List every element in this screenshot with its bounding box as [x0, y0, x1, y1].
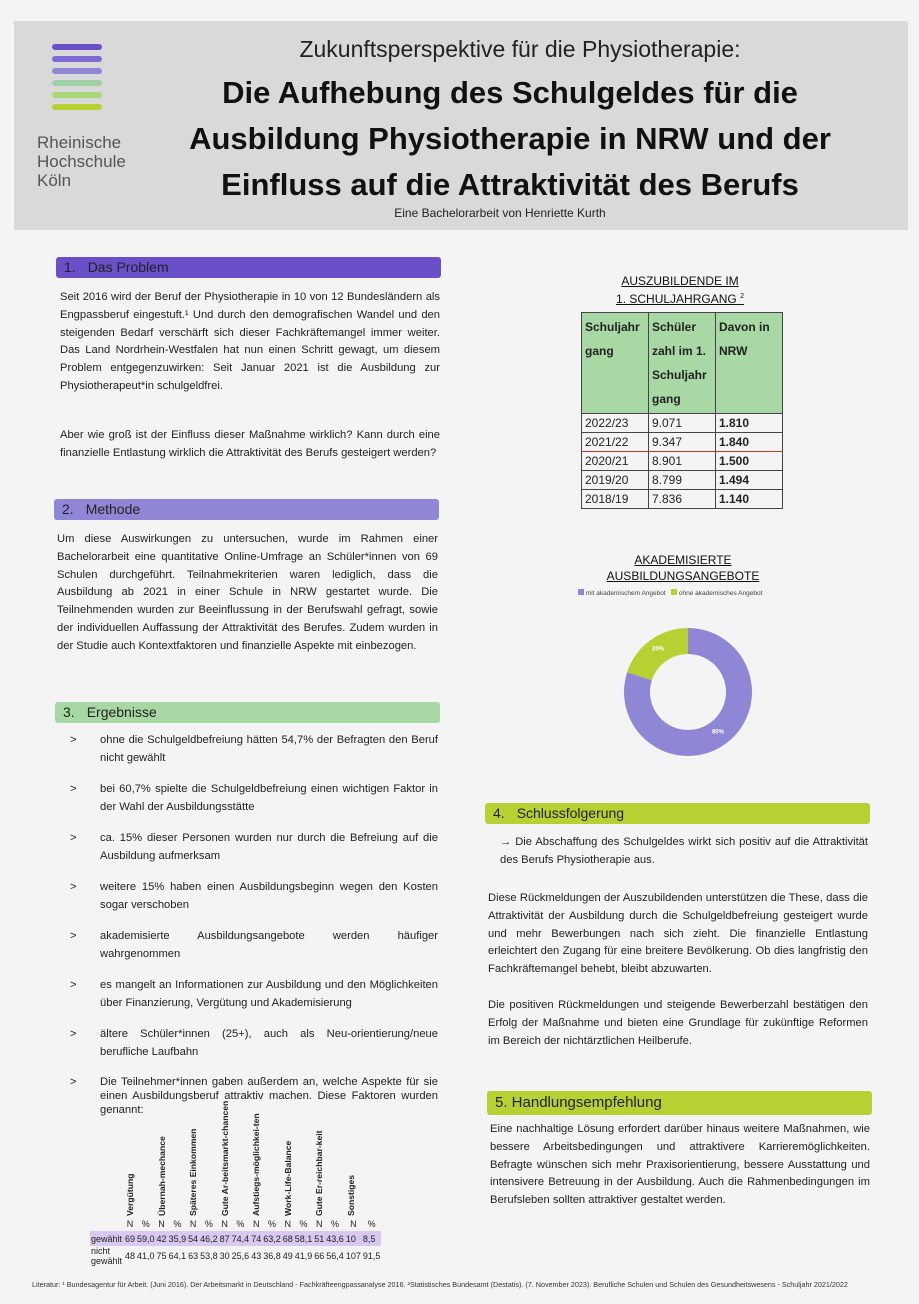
- table-cell: 8.901: [649, 452, 716, 471]
- list-item: > ältere Schüler*innen (25+), auch als Neu-orientierung/neue berufliche Laufbahn: [70, 1028, 438, 1058]
- donut-data-label: 20%: [652, 646, 665, 653]
- donut-data-label: 80%: [711, 729, 724, 736]
- factor-subheader: N: [252, 1218, 260, 1229]
- list-item: > ca. 15% dieser Personen wurden nur durch die Befreiung auf die Ausbildung aufmerksam: [70, 832, 438, 862]
- factors-table: [90, 1100, 381, 1266]
- table-cell: 8,5: [362, 1233, 376, 1244]
- literature-footnote: Literatur: ¹ Bundesagentur für Arbeit. (Juni 2016). Der Arbeitsmarkt in Deutschland - Fachkräfteengpassanalyse 2016. ²Statistisches Bundesamt (Destatis). (7. November 2023). Berufliche Schulen und Schulen des Gesundheitswesens - Schuljahr 2021/2022: [32, 1280, 848, 1289]
- table-cell: 68: [282, 1233, 293, 1244]
- factor-header: Übernah-mechance: [156, 1136, 167, 1216]
- factor-subheader: %: [204, 1218, 213, 1229]
- table-cell: 36,8: [263, 1251, 281, 1261]
- conclusion-lead: → Die Abschaffung des Schulgeldes wirkt sich positiv auf die Attraktivität des Berufs Physiotherapie aus.: [500, 836, 869, 866]
- table-cell: 2021/22: [582, 433, 649, 452]
- recommendation-paragraph: Eine nachhaltige Lösung erfordert darüber hinaus weitere Maßnahmen, wie bessere Arbeitsbedingungen und attraktivere Karrieremöglichkeiten. Befragte wünschen sich mehr Praxisorientierung, bessere Ausstattung und intensivere Betreuung in der Ausbildung. Auch die Rahmenbedingungen im Berufsleben sollten attraktiver gestaltet werden.: [490, 1123, 870, 1207]
- table-cell: 48: [125, 1251, 136, 1261]
- table-cell: 63,2: [263, 1233, 281, 1244]
- factor-header: Gute Ar-beitsmarkt-chancen: [219, 1100, 230, 1216]
- university-name: Rheinische Hochschule Köln: [37, 133, 126, 190]
- list-item: > weitere 15% haben einen Ausbildungsbeginn wegen den Kosten sogar verschoben: [70, 881, 438, 911]
- table-cell: 8.799: [649, 471, 716, 490]
- table-cell: 74,4: [231, 1233, 250, 1244]
- factor-subheader: %: [236, 1218, 245, 1229]
- table-row: [582, 452, 783, 471]
- factor-subheader: N: [350, 1218, 357, 1229]
- factor-subheader: N: [158, 1218, 165, 1229]
- table-cell: 74: [251, 1233, 262, 1244]
- table-cell: 1.500: [716, 452, 783, 471]
- table-cell: 43,6: [326, 1233, 344, 1244]
- problem-question: Aber wie groß ist der Einfluss dieser Maßnahme wirklich? Kann durch eine finanzielle Entlastung wirklich die Attraktivität des Berufs gesteigert werden?: [60, 429, 440, 459]
- table-cell: 1.810: [716, 414, 783, 433]
- table-cell: 42: [156, 1233, 167, 1244]
- table-cell: 87: [219, 1233, 230, 1244]
- table-cell: 2022/23: [582, 414, 649, 433]
- donut-chart: [608, 612, 768, 772]
- factor-subheader: N: [126, 1218, 134, 1229]
- table-cell: 69: [125, 1233, 136, 1244]
- table-cell: 2019/20: [582, 471, 649, 490]
- list-item: > bei 60,7% spielte die Schulgeldbefreiung einen wichtigen Faktor in der Wahl der Ausbildungsstätte: [70, 783, 438, 813]
- section-heading-results: 3. Ergebnisse: [55, 702, 440, 723]
- problem-paragraph: Seit 2016 wird der Beruf der Physiotherapie in 10 von 12 Bundesländern als Engpassberuf eingestuft.¹ Und durch den demografischen Wandel und den steigenden Bedarf verschärft sich dieser Fachkräftemangel immer weiter. Das Land Nordrhein-Westfalen hat nun einen Schritt gewagt, um diesem Problem entgegenzuwirken: Seit Januar 2021 ist die Ausbildung zur Physiotherapeut*in schulgeldfrei.: [60, 291, 440, 392]
- table-cell: 41,0: [137, 1251, 155, 1261]
- table-cell: 10: [345, 1233, 356, 1244]
- poster-kicker: Zukunftsperspektive für die Physiotherapie:: [299, 36, 741, 62]
- section-heading-recommendation: 5. Handlungsempfehlung: [487, 1091, 872, 1115]
- table-cell: 35,9: [168, 1233, 187, 1244]
- table-cell: 54: [188, 1233, 199, 1244]
- poster-byline: Eine Bachelorarbeit von Henriette Kurth: [394, 206, 606, 220]
- factor-subheader: %: [267, 1218, 276, 1229]
- section-heading-method: 2. Methode: [54, 499, 439, 520]
- factor-header: Vergütung: [125, 1173, 135, 1216]
- list-item: > es mangelt an Informationen zur Ausbildung und den Möglichkeiten über Finanzierung, Vergütung und Akademisierung: [70, 979, 438, 1009]
- table-row: [90, 1246, 381, 1266]
- table-cell: 56,4: [326, 1251, 344, 1261]
- legend-swatch: [578, 589, 584, 595]
- table-cell: 25,6: [231, 1251, 250, 1261]
- table-row: [582, 490, 783, 509]
- table-row: [582, 433, 783, 452]
- factor-subheader: N: [189, 1218, 197, 1229]
- factor-header: Gute Er-reichbar-keit: [314, 1130, 325, 1216]
- row-label: gewählt: [91, 1233, 123, 1244]
- table-cell: 91,5: [362, 1251, 381, 1261]
- factor-header: Sonstiges: [345, 1174, 356, 1216]
- conclusion-paragraph-2: Die positiven Rückmeldungen und steigende Bewerberzahl bestätigen den Erfolg der Maßnahme und bieten eine Grundlage für zukünftige Reformen im Bereich der nichtärztlichen Heilberufe.: [488, 999, 868, 1047]
- students-table: [581, 312, 783, 509]
- university-logo-icon: [52, 44, 104, 114]
- table-cell: 1.840: [716, 433, 783, 452]
- table-row: [90, 1231, 381, 1246]
- table-cell: 51: [314, 1233, 325, 1244]
- factor-subheader: %: [367, 1218, 376, 1229]
- table-row: [582, 414, 783, 433]
- table-cell: 75: [156, 1251, 167, 1261]
- table-cell: 1.494: [716, 471, 783, 490]
- table-header: Davon in NRW: [716, 313, 783, 414]
- donut-title: AKADEMISIERTE AUSBILDUNGSANGEBOTE: [606, 553, 760, 583]
- factor-subheader: N: [316, 1218, 323, 1229]
- table-cell: 7.836: [649, 490, 716, 509]
- table-cell: 46,2: [200, 1233, 218, 1244]
- row-label: nicht gewählt: [91, 1246, 123, 1266]
- table-cell: 9.347: [649, 433, 716, 452]
- legend-swatch: [671, 589, 677, 595]
- donut-slice: [627, 628, 688, 680]
- method-paragraph: Um diese Auswirkungen zu untersuchen, wurde im Rahmen einer Bachelorarbeit eine quantitative Online-Umfrage an Schüler*innen von 69 Schulen durchgeführt. Teilnahmekriterien waren lediglich, dass die Ausbildung ab 2021 in einer Schule in NRW gestartet wurde. Die Teilnehmenden wurden zur Beeinflussung in der Berufswahl gefragt, sowie der individuellen Auffassung der Attraktivität des Berufes. Zudem wurden in der Studie auch Kontextfaktoren und finanzielle Aspekte mit einbezogen.: [57, 533, 438, 652]
- poster-title: Die Aufhebung des Schulgeldes für die Ausbildung Physiotherapie in NRW und der Einfluss auf die Attraktivität des Berufs: [189, 75, 831, 202]
- table-cell: 59,0: [137, 1233, 155, 1244]
- factor-subheader: N: [284, 1218, 291, 1229]
- factor-subheader: %: [173, 1218, 182, 1229]
- section-heading-conclusion: 4. Schlussfolgerung: [485, 803, 870, 824]
- list-item: > ohne die Schulgeldbefreiung hätten 54,7% der Befragten den Beruf nicht gewählt: [70, 734, 438, 764]
- results-list: [70, 732, 438, 1131]
- table-header: Schüler zahl im 1. Schuljahr gang: [649, 313, 716, 414]
- legend-label: mit akademischem Angebot: [585, 590, 666, 597]
- factor-header: Aufstiegs-möglichkei-ten: [251, 1113, 262, 1216]
- factor-header: Späteres Einkommen: [188, 1128, 199, 1216]
- table-cell: 66: [314, 1251, 325, 1261]
- table-cell: 2018/19: [582, 490, 649, 509]
- table-cell: 64,1: [168, 1251, 187, 1261]
- factor-header: Work-Life-Balance: [282, 1140, 293, 1216]
- table-cell: 49: [282, 1251, 293, 1261]
- table-cell: 41,9: [294, 1251, 313, 1261]
- table-cell: 1.140: [716, 490, 783, 509]
- factor-subheader: %: [299, 1218, 308, 1229]
- donut-legend: [578, 589, 762, 597]
- table-cell: 58,1: [294, 1233, 313, 1244]
- section-heading-problem: 1. Das Problem: [56, 257, 441, 278]
- table-cell: 30: [219, 1251, 230, 1261]
- table-cell: 53,8: [200, 1251, 218, 1261]
- table-cell: 2020/21: [582, 452, 649, 471]
- list-item: > Die Teilnehmer*innen gaben außerdem an, welche Aspekte für sie einen Ausbildungsberuf attraktiv machen. Diese Faktoren wurden genannt:: [70, 1076, 438, 1116]
- legend-label: ohne akademisches Angebot: [678, 590, 763, 597]
- list-item: > akademisierte Ausbildungsangebote werden häufiger wahrgenommen: [70, 930, 438, 960]
- table-cell: 9.071: [649, 414, 716, 433]
- table-cell: 43: [251, 1251, 262, 1261]
- table-row: [582, 471, 783, 490]
- factor-subheader: %: [141, 1218, 150, 1229]
- table-cell: 107: [345, 1251, 361, 1261]
- conclusion-paragraph: Diese Rückmeldungen der Auszubildenden unterstützen die These, dass die Attraktivität der Ausbildung durch die Schulgeldbefreiung gesteigert wurde und mehr Bewerbungen nach sich zieht. Die finanzielle Entlastung erleichtert den Zugang für eine breitere Bevölkerung. Ob dies langfristig den Fachkräftemangel behebt, bleibt abzuwarten.: [488, 892, 868, 976]
- table-cell: 63: [188, 1251, 199, 1261]
- factor-subheader: N: [221, 1218, 228, 1229]
- students-table-title: AUSZUBILDENDE IM 1. SCHULJAHRGANG $^2$: [616, 274, 744, 306]
- factor-subheader: %: [331, 1218, 340, 1229]
- table-header: Schuljahr gang: [582, 313, 649, 414]
